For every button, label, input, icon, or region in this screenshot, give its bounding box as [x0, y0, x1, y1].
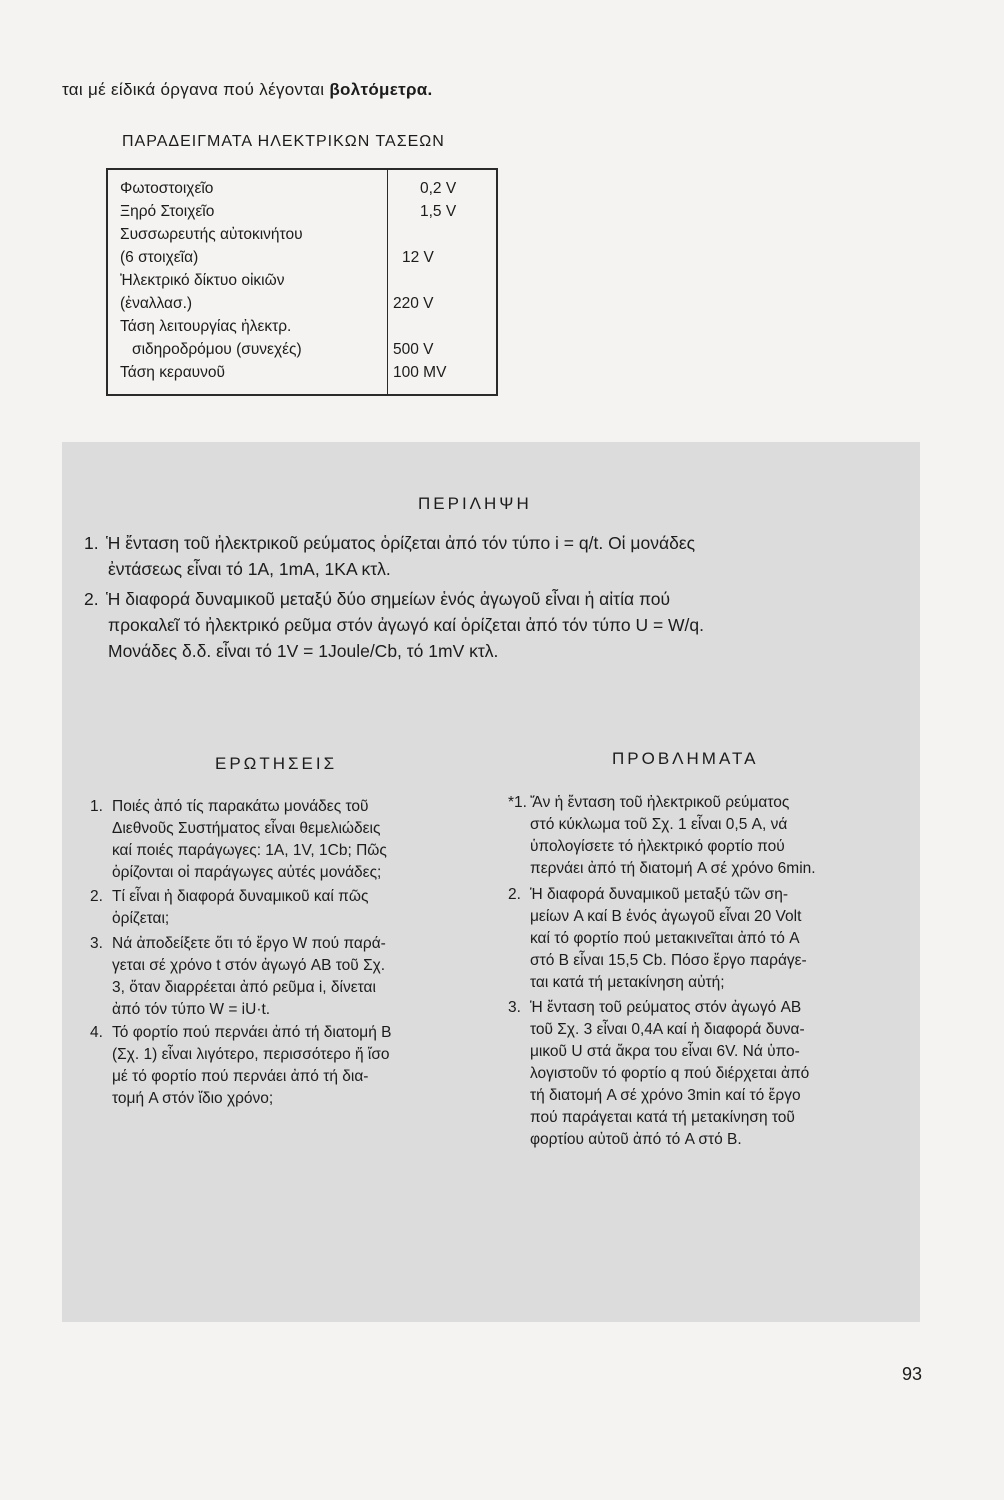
- item-line: Ἡ ἔνταση τοῦ ρεύματος στόν ἀγωγό AB: [530, 999, 802, 1016]
- item-number: 3.: [508, 999, 521, 1016]
- item-line: μικοῦ U στά ἄκρα του εἶναι 6V. Νά ὑπο-: [530, 1043, 800, 1060]
- table-label: σιδηροδρόμου (συνεχές): [132, 341, 302, 358]
- item-number: *1.: [508, 794, 527, 811]
- summary-item-line: ἐντάσεως εἶναι τό 1A, 1mA, 1KA κτλ.: [108, 559, 391, 579]
- item-line: ὑπολογίσετε τό ἠλεκτρικό φορτίο πού: [530, 838, 785, 855]
- item-line: φορτίου αὐτοῦ ἀπό τό A στό B.: [530, 1131, 742, 1148]
- summary-item-line: προκαλεῖ τό ἠλεκτρικό ρεῦμα στόν ἀγωγό καί ὁρίζεται ἀπό τόν τύπο U = W/q.: [108, 615, 704, 635]
- page-number: 93: [902, 1364, 923, 1384]
- item-line: λογιστοῦν τό φορτίο q πού διέρχεται ἀπό: [530, 1065, 810, 1082]
- summary-item: [84, 530, 904, 582]
- table-label: Τάση λειτουργίας ἠλεκτρ.: [120, 318, 292, 335]
- item-line: ὁρίζεται;: [112, 910, 170, 927]
- item-number: 3.: [90, 935, 103, 952]
- item-line: ται κατά τή μετακίνηση αὐτή;: [530, 974, 725, 991]
- item-number: 2.: [90, 888, 103, 905]
- item-line: Ἄν ἡ ἔνταση τοῦ ἠλεκτρικοῦ ρεύματος: [530, 794, 790, 811]
- voltage-table: [106, 168, 498, 396]
- summary-item-line: Ἡ ἔνταση τοῦ ἠλεκτρικοῦ ρεύματος ὁρίζεται ἀπό τόν τύπο i = q/t. Οἱ μονάδες: [106, 533, 696, 553]
- summary-item: [84, 586, 904, 664]
- item-number: 1.: [90, 798, 103, 815]
- item-line: Ἡ διαφορά δυναμικοῦ μεταξύ τῶν ση-: [530, 886, 789, 903]
- table-divider: [387, 170, 388, 394]
- item-line: Τί εἶναι ἡ διαφορά δυναμικοῦ καί πῶς: [112, 888, 369, 905]
- item-line: στό κύκλωμα τοῦ Σχ. 1 εἶναι 0,5 A, νά: [530, 816, 788, 833]
- summary-item-line: Μονάδες δ.δ. εἶναι τό 1V = 1Joule/Cb, τό 1mV κτλ.: [108, 641, 499, 661]
- summary-item-number: 2.: [84, 589, 99, 609]
- summary-item-line: Ἡ διαφορά δυναμικοῦ μεταξύ δύο σημείων ἑνός ἀγωγοῦ εἶναι ἡ αἰτία πού: [106, 589, 671, 609]
- questions-heading: ΕΡΩΤΗΣΕΙΣ: [215, 754, 338, 773]
- item-line: Νά ἀποδείξετε ὅτι τό ἔργο W πού παρά-: [112, 935, 386, 952]
- item-line: ὁρίζονται οἱ παράγωγες αὐτές μονάδες;: [112, 864, 382, 881]
- item-line: ἀπό τόν τύπο W = iU·t.: [112, 1001, 271, 1018]
- item-line: μείων A καί B ἑνός ἀγωγοῦ εἶναι 20 Volt: [530, 908, 802, 925]
- table-value: 12 V: [402, 249, 434, 266]
- table-label: Τάση κεραυνοῦ: [120, 364, 225, 381]
- item-line: στό B εἶναι 15,5 Cb. Πόσο ἔργο παράγε-: [530, 952, 807, 969]
- item-line: τοῦ Σχ. 3 εἶναι 0,4A καί ἡ διαφορά δυνα-: [530, 1021, 805, 1038]
- table-title: ΠΑΡΑΔΕΙΓΜΑΤΑ ΗΛΕΚΤΡΙΚΩΝ ΤΑΣΕΩΝ: [122, 133, 445, 150]
- table-label: Ξηρό Στοιχεῖο: [120, 203, 215, 220]
- table-label: Φωτοστοιχεῖο: [120, 180, 214, 197]
- item-line: Διεθνοῦς Συστήματος εἶναι θεμελιώδεις: [112, 820, 381, 837]
- summary-heading: ΠΕΡΙΛΗΨΗ: [418, 494, 532, 513]
- table-label: Ἠλεκτρικό δίκτυο οἰκιῶν: [120, 272, 285, 289]
- table-label: (6 στοιχεῖα): [120, 249, 199, 266]
- item-line: Ποιές ἀπό τίς παρακάτω μονάδες τοῦ: [112, 798, 369, 815]
- intro-text: ται μέ είδικά όργανα πού λέγονται: [62, 80, 330, 99]
- summary-item-number: 1.: [84, 533, 99, 553]
- table-label: Συσσωρευτής αὐτοκινήτου: [120, 226, 303, 243]
- item-number: 4.: [90, 1024, 103, 1041]
- item-line: τή διατομή A σέ χρόνο 3min καί τό ἔργο: [530, 1087, 801, 1104]
- table-label: (ἐναλλασ.): [120, 295, 193, 312]
- item-line: μέ τό φορτίο πού περνάει ἀπό τή δια-: [112, 1068, 369, 1085]
- table-value: 1,5 V: [420, 203, 457, 220]
- item-line: Τό φορτίο πού περνάει ἀπό τή διατομή B: [112, 1024, 392, 1041]
- item-line: πού παράγεται κατά τή μετακίνηση τοῦ: [530, 1109, 795, 1126]
- item-line: περνάει ἀπό τή διατομή A σέ χρόνο 6min.: [530, 860, 816, 877]
- intro-line: [62, 80, 433, 100]
- item-number: 2.: [508, 886, 521, 903]
- item-line: καί ποιές παράγωγες: 1A, 1V, 1Cb; Πῶς: [112, 842, 387, 859]
- item-line: γεται σέ χρόνο t στόν ἀγωγό AB τοῦ Σχ.: [112, 957, 386, 974]
- item-line: καί τό φορτίο πού μετακινεῖται ἀπό τό A: [530, 930, 800, 947]
- problems-heading: ΠΡΟΒΛΗΜΑΤΑ: [612, 749, 759, 768]
- table-value: 0,2 V: [420, 180, 457, 197]
- table-value: 220 V: [393, 295, 434, 312]
- item-line: τομή A στόν ἴδιο χρόνο;: [112, 1090, 274, 1107]
- table-value: 500 V: [393, 341, 434, 358]
- item-line: 3, ὅταν διαρρέεται ἀπό ρεῦμα i, δίνεται: [112, 979, 376, 996]
- intro-bold-term: βολτόμετρα.: [329, 80, 433, 99]
- table-value: 100 MV: [393, 364, 447, 381]
- item-line: (Σχ. 1) εἶναι λιγότερο, περισσότερο ἤ ἴσο: [112, 1046, 390, 1063]
